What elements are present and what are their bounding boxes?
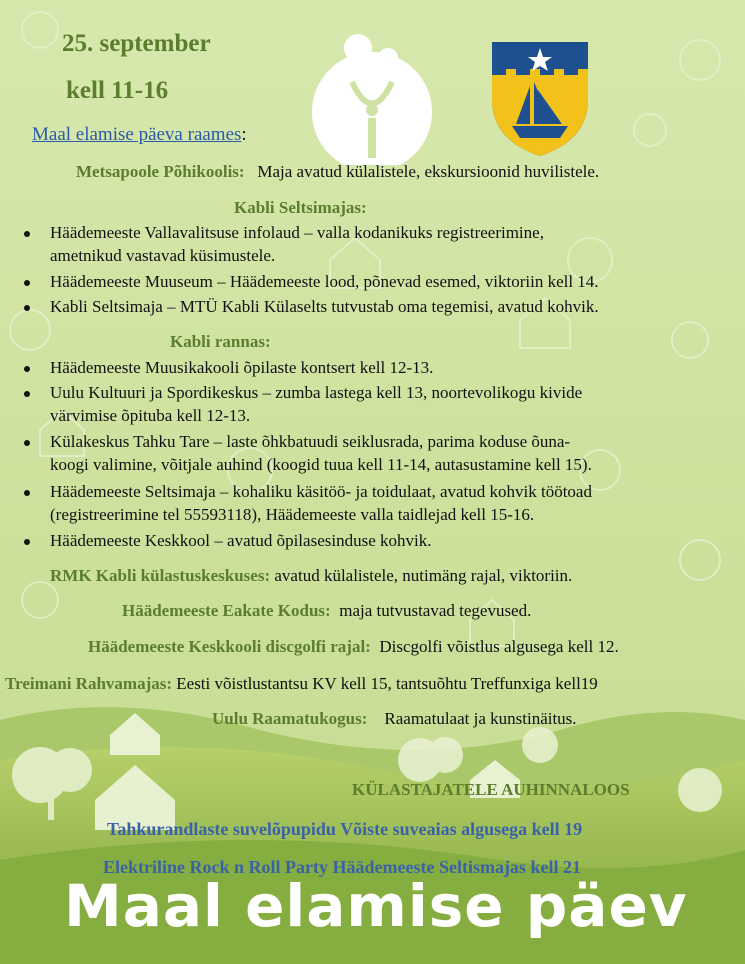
poster-title: Maal elamise päev xyxy=(64,872,688,940)
event-rock-party: Elektriline Rock n Roll Party Häädemeeste Seltismajas kell 21 xyxy=(103,857,581,877)
metsapoole-label: Metsapoole Põhikoolis: xyxy=(76,162,245,181)
treimani-text: Eesti võistlustantsu KV kell 15, tantsuõhtu Treffunxiga kell19 xyxy=(176,674,598,693)
bullet-icon xyxy=(24,280,30,286)
eakate-text: maja tutvustavad tegevused. xyxy=(339,601,532,620)
eakate-label: Häädemeeste Eakate Kodus: xyxy=(122,601,331,620)
treimani-label: Treimani Rahvamajas: xyxy=(5,674,173,693)
bullet-icon xyxy=(24,391,30,397)
event-tahkuranna: Tahkurandlaste suvelõpupidu Võiste suveaias algusega kell 19 xyxy=(107,819,583,839)
bullet-icon xyxy=(24,305,30,311)
event-time: kell 11-16 xyxy=(66,77,169,104)
discgolf-line xyxy=(88,637,619,657)
discgolf-label: Häädemeeste Keskkooli discgolfi rajal: xyxy=(88,637,371,656)
maaelu-emblem-icon xyxy=(308,30,436,165)
link-suffix: : xyxy=(241,124,247,145)
rmk-text: avatud külalistele, nutimäng rajal, viktoriin. xyxy=(274,566,573,585)
uulu-line xyxy=(212,709,577,729)
rmk-label: RMK Kabli külastuskeskuses: xyxy=(50,566,271,585)
eakate-line xyxy=(122,601,531,621)
bullet-icon xyxy=(24,539,30,545)
prize-heading: KÜLASTAJATELE AUHINNALOOS xyxy=(352,780,630,799)
maal-elamise-link[interactable]: Maal elamise päeva raames xyxy=(32,124,242,145)
coat-of-arms-icon xyxy=(490,40,590,158)
bullet-icon xyxy=(24,366,30,372)
discgolf-text: Discgolfi võistlus algusega kell 12. xyxy=(379,637,619,656)
uulu-text: Raamatulaat ja kunstinäitus. xyxy=(384,709,577,728)
kabli-rannas-heading: Kabli rannas: xyxy=(170,332,271,351)
treimani-line xyxy=(5,674,598,694)
uulu-label: Uulu Raamatukogus: xyxy=(212,709,368,728)
metsapoole-text: Maja avatud külalistele, ekskursioonid huvilistele. xyxy=(257,162,600,181)
bullet-icon xyxy=(24,440,30,446)
intro-line xyxy=(32,124,247,146)
bullet-icon xyxy=(24,231,30,237)
event-date: 25. september xyxy=(62,30,211,57)
bullet-icon xyxy=(24,490,30,496)
rmk-line xyxy=(50,566,572,586)
kabli-seltsimaja-heading: Kabli Seltsimajas: xyxy=(234,198,367,217)
metsapoole-line xyxy=(76,162,599,182)
